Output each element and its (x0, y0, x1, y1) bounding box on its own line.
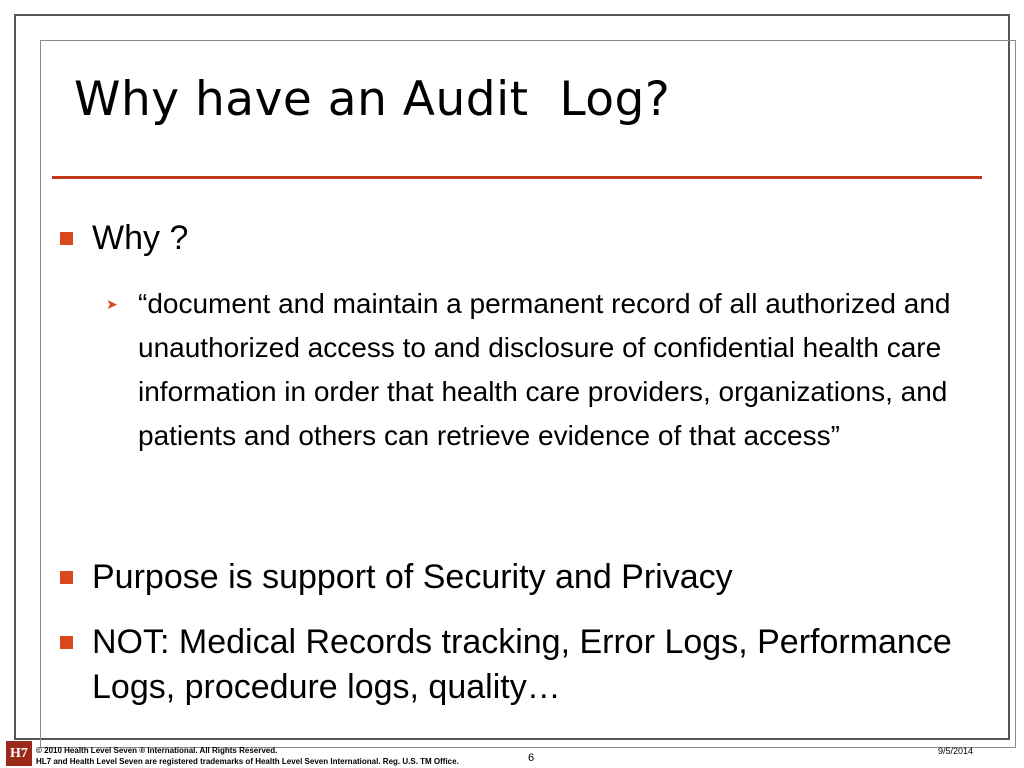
copyright-line-1: © 2010 Health Level Seven ® International. All Rights Reserved. (36, 746, 278, 755)
square-bullet-icon (60, 571, 73, 584)
arrow-bullet-icon: ➤ (106, 296, 118, 312)
subbullet-text: “document and maintain a permanent record of all authorized and unauthorized access to and disclosure of confidential health care information in order that health care providers, organizations, and patients and others can retrieve evidence of that access” (138, 288, 951, 451)
bullet-purpose (60, 555, 733, 600)
subbullet-quote (106, 282, 986, 458)
square-bullet-icon (60, 232, 73, 245)
bullet-not (60, 620, 960, 710)
bullet-text: Why ? (92, 219, 189, 257)
bullet-why (60, 216, 188, 261)
slide-title: Why have an Audit Log? (74, 72, 671, 127)
square-bullet-icon (60, 636, 73, 649)
bullet-text: Purpose is support of Security and Privacy (92, 558, 733, 596)
bullet-text: NOT: Medical Records tracking, Error Logs, Performance Logs, procedure logs, quality… (92, 623, 952, 706)
hl7-logo-icon: H7 (6, 741, 32, 766)
footer-copyright (36, 745, 459, 767)
page-number: 6 (528, 752, 535, 764)
footer-date: 9/5/2014 (938, 746, 974, 756)
title-rule (52, 176, 982, 179)
copyright-line-2: HL7 and Health Level Seven are registered trademarks of Health Level Seven International. Reg. U.S. TM Office. (36, 757, 459, 766)
